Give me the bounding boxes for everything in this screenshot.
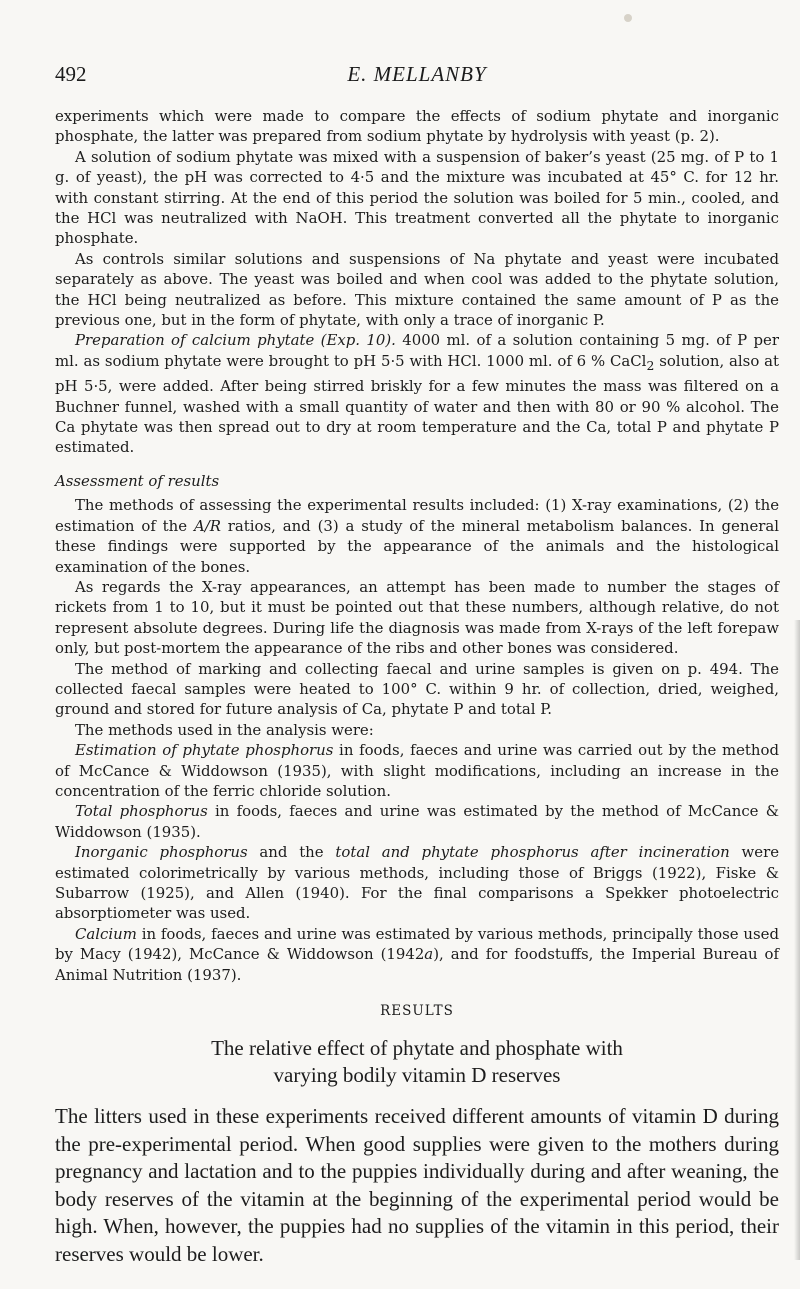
page-number: 492 [55, 62, 87, 86]
page [55, 62, 779, 1289]
paragraph: A solution of sodium phytate was mixed with a suspension of baker’s yeast (25 mg. of P to 1 g. of yeast), the pH was corrected to 4·5 and the mixture was incubated at 45° C. for 12 hr. with constant stirring. At the end of this period the solution was boiled for 5 min., cooled, and the HCl was neutralized with NaOH. This treatment converted all the phytate to inorganic phosphate. [55, 147, 779, 248]
results-heading: RESULTS [380, 1003, 454, 1020]
section-heading: Assessment of results [55, 471, 220, 490]
page-header [55, 62, 779, 90]
results-subtitle: The relative effect of phytate and phosphate with varying bodily vitamin D reserves [211, 1036, 623, 1088]
method-item: Total phosphorus in foods, faeces and urine was estimated by the method of McCance & Widdowson (1935). [55, 802, 779, 841]
preparation-heading: Preparation of calcium phytate [75, 331, 315, 350]
running-head: E. MELLANBY [347, 62, 487, 86]
paragraph: The methods of assessing the experimental results included: (1) X-ray examinations, (2) the estimation of the A/R ratios, and (3) a study of the mineral metabolism balances. In general these findings were supported by the appearance of the animals and the histological examination of the bones. [55, 496, 780, 576]
paragraph: The methods used in the analysis were: [75, 720, 374, 739]
method-item: Inorganic phosphorus and the total and phytate phosphorus after incineration were estimated colorimetrically by various methods, including those of Briggs (1922), Fiske & Subarrow (1925), and Allen (1940). For the final comparisons a Spekker photoelectric absorptiometer was used. [55, 843, 780, 923]
paragraph: experiments which were made to compare the effects of sodium phytate and inorganic phosphate, the latter was prepared from sodium phytate by hydrolysis with yeast (p. 2). [55, 107, 779, 146]
method-item: Calcium in foods, faeces and urine was estimated by various methods, principally those used by Macy (1942), McCance & Widdowson (1942a), and for foodstuffs, the Imperial Bureau of Animal Nutrition (1937). [55, 924, 779, 984]
body-text [55, 106, 779, 1021]
paragraph: As regards the X-ray appearances, an attempt has been made to number the stages of rickets from 1 to 10, but it must be pointed out that these numbers, although relative, do not represent absolute degrees. During life the diagnosis was made from X-rays of the left forepaw only, but post-mortem the appearance of the ribs and other bones was considered. [55, 577, 779, 658]
scan-speck [624, 14, 632, 22]
scan-edge-shadow [794, 620, 800, 1260]
method-item: Estimation of phytate phosphorus in foods, faeces and urine was carried out by the method of McCance & Widdowson (1935), with slight modifications, including an increase in the concentration of the ferric chloride solution. [55, 741, 779, 800]
experiment-ref: (Exp. 10). [320, 331, 396, 350]
paragraph: The method of marking and collecting faecal and urine samples is given on p. 494. The collected faecal samples were heated to 100° C. within 9 hr. of collection, dried, weighed, ground and stored for future analysis of Ca, phytate P and total P. [55, 659, 779, 719]
results-paragraph: The litters used in these experiments received different amounts of vitamin D during the pre-experimental period. When good supplies were given to the mothers during pregnancy and lactation and to the puppies individually during and after weaning, the body reserves of the vitamin at the beginning of the experimental period would be high. When, however, the puppies had no supplies of the vitamin in this period, their reserves would be lower. [55, 1104, 779, 1266]
paragraph: As controls similar solutions and suspensions of Na phytate and yeast were incubated separately as above. The yeast was boiled and when cool was added to the phytate solution, the HCl being neutralized as before. This mixture contained the same amount of P as the previous one, but in the form of phytate, with only a trace of inorganic P. [55, 249, 779, 330]
paragraph-preparation: Preparation of calcium phytate (Exp. 10). 4000 ml. of a solution containing 5 mg. of P per ml. as sodium phytate were brought to pH 5·5 with HCl. 1000 ml. of 6 % CaCl$_2$ solution, also at pH 5·5, were added. After being stirred briskly for a few minutes the mass was filtered on a Buchner funnel, washed with a small quantity of water and then with 80 or 90 % alcohol. The Ca phytate was then spread out to dry at room temperature and the Ca, total P and phytate P estimated. [55, 331, 779, 457]
